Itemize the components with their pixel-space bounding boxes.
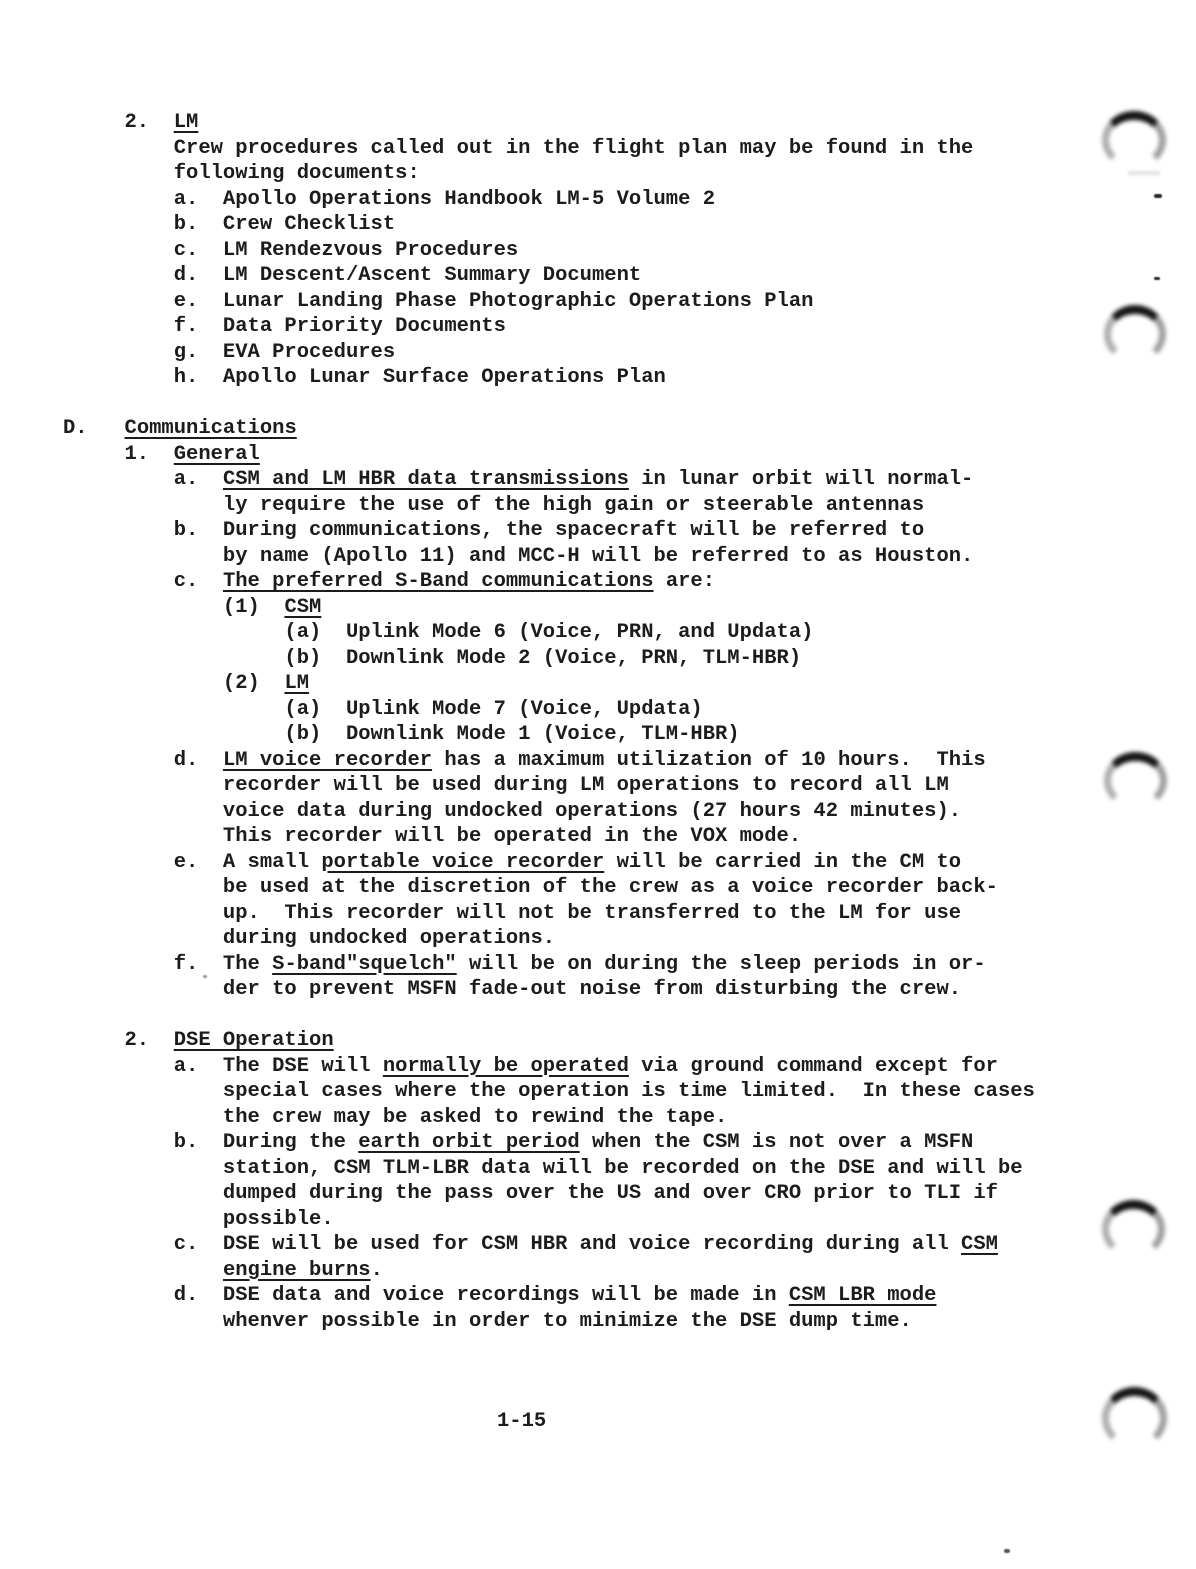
scan-smudge	[1128, 171, 1160, 175]
underlined-text: LM	[284, 672, 310, 695]
text-line	[63, 314, 1035, 340]
text-segment: d.	[63, 748, 223, 772]
text-segment: be used at the discretion of the crew as a voice recorder back-	[63, 876, 998, 899]
text-line	[63, 1156, 1035, 1182]
text-segment: voice data during undocked operations (27 hours 42 minutes).	[63, 799, 962, 823]
text-segment: are:	[653, 570, 716, 593]
text-line	[63, 1181, 1035, 1207]
text-segment: (a) Uplink Mode 6 (Voice, PRN, and Updata)	[63, 621, 814, 644]
text-line	[63, 544, 1035, 570]
text-line	[63, 1258, 1035, 1284]
text-segment: h. Apollo Lunar Surface Operations Plan	[63, 366, 666, 389]
text-line	[63, 1130, 1035, 1156]
text-segment: der to prevent MSFN fade-out noise from disturbing the crew.	[63, 978, 962, 1001]
underlined-text: CSM LBR mode	[788, 1284, 937, 1307]
underlined-text: LM	[173, 111, 199, 134]
text-segment: during undocked operations.	[63, 927, 556, 950]
text-line	[63, 748, 1035, 774]
underlined-text: General	[173, 442, 260, 466]
text-segment: possible.	[63, 1207, 334, 1231]
text-segment: Crew procedures called out in the flight plan may be found in the	[63, 136, 974, 160]
underlined-text: earth orbit period	[358, 1131, 580, 1154]
binder-ring-shadow-icon	[1104, 752, 1167, 809]
scan-speck	[203, 975, 207, 978]
underlined-text: The preferred S-Band communications	[222, 570, 654, 593]
text-segment: c. DSE will be used for CSM HBR and voice recording during all	[63, 1233, 962, 1256]
page-number: 1-15	[497, 1410, 547, 1433]
underlined-text: CSM	[961, 1233, 998, 1256]
text-line	[63, 263, 1035, 289]
text-segment: will be carried in the CM to	[604, 850, 962, 874]
text-line	[63, 773, 1035, 799]
binder-ring-shadow-icon	[1102, 1200, 1165, 1258]
text-line	[63, 136, 1035, 162]
text-line	[63, 1003, 1035, 1029]
underlined-text: S-band"squelch"	[272, 952, 457, 976]
text-segment: c.	[63, 570, 223, 593]
underlined-text: CSM	[284, 595, 322, 619]
text-line	[63, 926, 1035, 952]
text-segment: .	[370, 1258, 383, 1282]
text-segment: This recorder will be operated in the VOX mode.	[63, 825, 802, 848]
text-line	[63, 697, 1035, 723]
text-segment: will be on during the sleep periods in or-	[456, 952, 986, 976]
text-segment: (2)	[63, 672, 285, 695]
text-segment: dumped during the pass over the US and over CRO prior to TLI if	[63, 1182, 998, 1205]
binder-ring-shadow-icon	[1102, 111, 1166, 169]
text-segment: d. LM Descent/Ascent Summary Document	[63, 264, 642, 287]
text-segment: special cases where the operation is time limited. In these cases	[63, 1080, 1035, 1103]
text-segment: (b) Downlink Mode 1 (Voice, TLM-HBR)	[63, 723, 740, 746]
text-segment: up. This recorder will not be transferred to the LM for use	[63, 901, 962, 925]
text-line	[63, 875, 1035, 901]
text-segment: b. During communications, the spacecraft will be referred to	[63, 519, 925, 542]
document-text	[63, 110, 1035, 1334]
text-line	[63, 977, 1035, 1003]
underlined-text: engine burns	[222, 1258, 371, 1282]
text-line	[63, 416, 1035, 442]
text-segment: when the CSM is not over a MSFN	[579, 1131, 974, 1154]
text-segment: (a) Uplink Mode 7 (Voice, Updata)	[63, 697, 703, 721]
text-line	[63, 824, 1035, 850]
underlined-text: CSM and LM HBR data transmissions	[222, 468, 629, 491]
text-line	[63, 901, 1035, 927]
text-segment: via ground command except for	[628, 1054, 998, 1078]
text-segment: a. The DSE will	[63, 1054, 383, 1078]
text-line	[63, 161, 1035, 187]
text-segment: D.	[63, 417, 125, 440]
text-line	[63, 595, 1035, 621]
text-line	[63, 569, 1035, 595]
text-segment: 2.	[63, 1029, 174, 1052]
binder-ring-shadow-icon	[1104, 305, 1166, 363]
text-line	[63, 646, 1035, 672]
text-line	[63, 799, 1035, 825]
text-line	[63, 212, 1035, 238]
text-segment: (1)	[63, 595, 285, 619]
scan-speck	[1154, 194, 1162, 198]
text-segment: f. The	[63, 952, 273, 976]
text-line	[63, 289, 1035, 315]
text-line	[63, 1232, 1035, 1258]
text-line	[63, 1079, 1035, 1105]
text-segment	[63, 1259, 223, 1282]
text-segment: a. Apollo Operations Handbook LM-5 Volume 2	[63, 187, 716, 211]
text-line	[63, 467, 1035, 493]
text-segment: c. LM Rendezvous Procedures	[63, 238, 519, 262]
scan-speck	[1154, 277, 1160, 280]
underlined-text: LM voice recorder	[222, 748, 433, 772]
text-line	[63, 722, 1035, 748]
text-segment: ly require the use of the high gain or steerable antennas	[63, 493, 925, 517]
text-segment: e. Lunar Landing Phase Photographic Operations Plan	[63, 289, 814, 313]
text-segment: b. During the	[63, 1131, 359, 1154]
text-line	[63, 238, 1035, 264]
text-line	[63, 442, 1035, 468]
text-line	[63, 1283, 1035, 1309]
underlined-text: DSE Operation	[173, 1029, 334, 1052]
text-segment: by name (Apollo 11) and MCC-H will be referred to as Houston.	[63, 544, 974, 568]
text-segment: f. Data Priority Documents	[63, 315, 506, 338]
text-segment: a.	[63, 468, 223, 491]
text-line	[63, 671, 1035, 697]
text-line	[63, 340, 1035, 366]
text-segment: b. Crew Checklist	[63, 213, 396, 236]
text-line	[63, 1054, 1035, 1080]
text-segment: d. DSE data and voice recordings will be made in	[63, 1284, 789, 1307]
text-segment: g. EVA Procedures	[63, 340, 396, 364]
text-segment: 2.	[63, 111, 174, 134]
text-segment: e. A small	[63, 850, 322, 874]
text-line	[63, 1028, 1035, 1054]
text-line	[63, 391, 1035, 417]
text-segment: in lunar orbit will normal-	[628, 468, 974, 491]
text-line	[63, 620, 1035, 646]
text-segment: has a maximum utilization of 10 hours. This	[432, 748, 986, 772]
text-segment: the crew may be asked to rewind the tape.	[63, 1105, 728, 1129]
underlined-text: normally be operated	[382, 1054, 629, 1078]
text-line	[63, 1105, 1035, 1131]
text-segment: recorder will be used during LM operations to record all LM	[63, 774, 949, 797]
text-line	[63, 952, 1035, 978]
text-segment: 1.	[63, 442, 174, 466]
binder-ring-shadow-icon	[1102, 1387, 1167, 1449]
text-line	[63, 1309, 1035, 1335]
text-line	[63, 187, 1035, 213]
text-line	[63, 850, 1035, 876]
text-line	[63, 110, 1035, 136]
underlined-text: portable voice recorder	[321, 850, 605, 874]
scan-speck	[1004, 1549, 1010, 1553]
text-segment: station, CSM TLM-LBR data will be recorded on the DSE and will be	[63, 1156, 1023, 1180]
text-line	[63, 1207, 1035, 1233]
text-line	[63, 365, 1035, 391]
text-segment: following documents:	[63, 162, 420, 185]
text-line	[63, 493, 1035, 519]
underlined-text: Communications	[124, 417, 297, 440]
text-segment: (b) Downlink Mode 2 (Voice, PRN, TLM-HBR)	[63, 646, 802, 670]
text-segment: whenver possible in order to minimize the DSE dump time.	[63, 1309, 912, 1333]
text-line	[63, 518, 1035, 544]
